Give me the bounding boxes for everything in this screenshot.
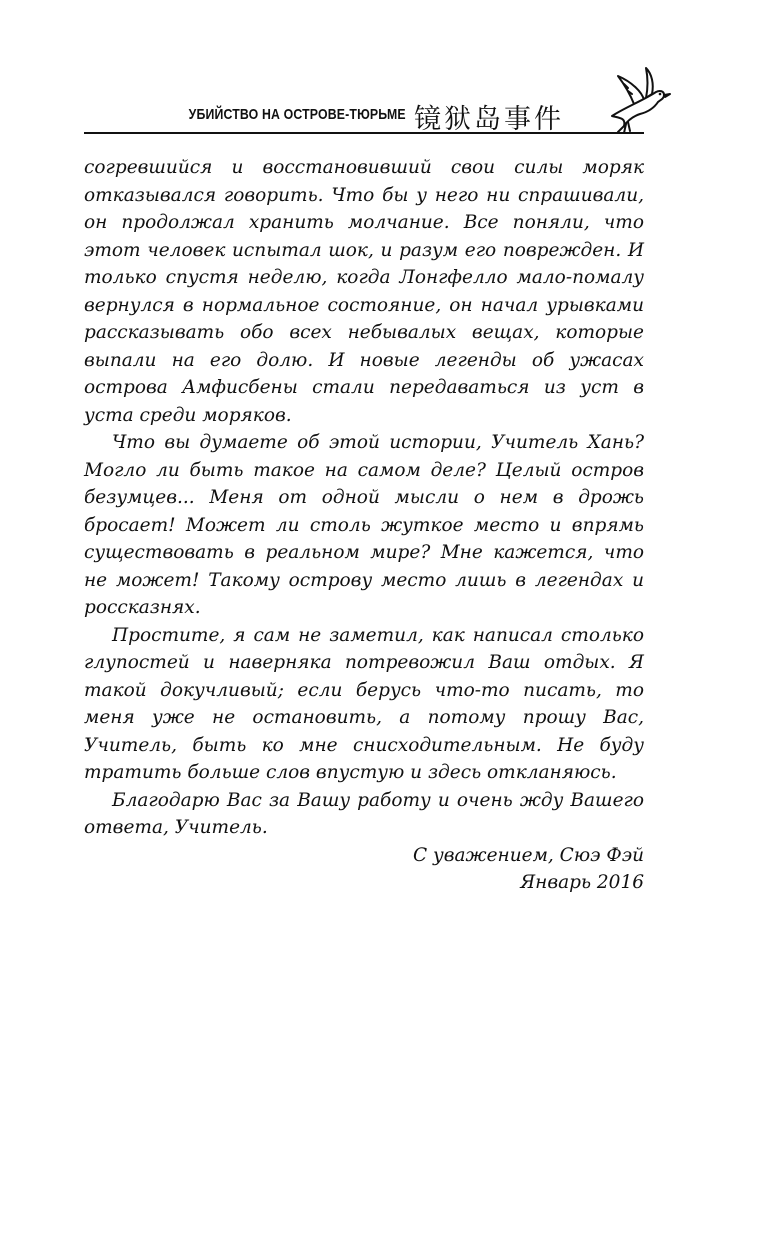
paragraph: Благодарю Вас за Вашу работу и очень жду Вашего ответа, Учитель. (84, 789, 644, 838)
signature-block (84, 842, 644, 897)
book-title: УБИЙСТВО НА ОСТРОВЕ-ТЮРЬМЕ (188, 106, 406, 123)
paragraph: согревшийся и восстановивший свои силы моряк отказывался говорить. Что бы у него ни спрашивали, он продолжал хранить молчание. Все поняли, что этот человек испытал шок, и разум его поврежден. И только спустя неделю, когда Лонгфелло мало-помалу вернулся в нормальное состояние, он начал урывками рассказывать обо всех небывалых вещах, которые выпали на его долю. И новые легенды об ужасах острова Амфисбены стали передаваться из уст в уста среди моряков. (84, 157, 644, 426)
paragraph: Что вы думаете об этой истории, Учитель Хань? Могло ли быть такое на самом деле? Целый остров безумцев... Меня от одной мысли о нем в дрожь бросает! Может ли столь жуткое место и впрямь существовать в реальном мире? Мне кажется, что не может! Такому острову место лишь в легендах и россказнях. (84, 432, 644, 618)
paragraph: Простите, я сам не заметил, как написал столько глупостей и наверняка потревожил Ваш отдых. Я такой докучливый; если берусь что-то писать, то меня уже не остановить, а потому прошу Вас, Учитель, быть ко мне снисходительным. Не буду тратить больше слов впустую и здесь откланяюсь. (84, 624, 644, 783)
letter-body (84, 154, 644, 897)
running-header (84, 96, 644, 136)
dove-icon (604, 64, 674, 136)
signature-date: Январь 2016 (520, 872, 644, 893)
chinese-title: 镜狱岛事件 (414, 104, 564, 135)
header-rule (84, 132, 644, 134)
signature-closing: С уважением, Сюэ Фэй (412, 844, 644, 866)
